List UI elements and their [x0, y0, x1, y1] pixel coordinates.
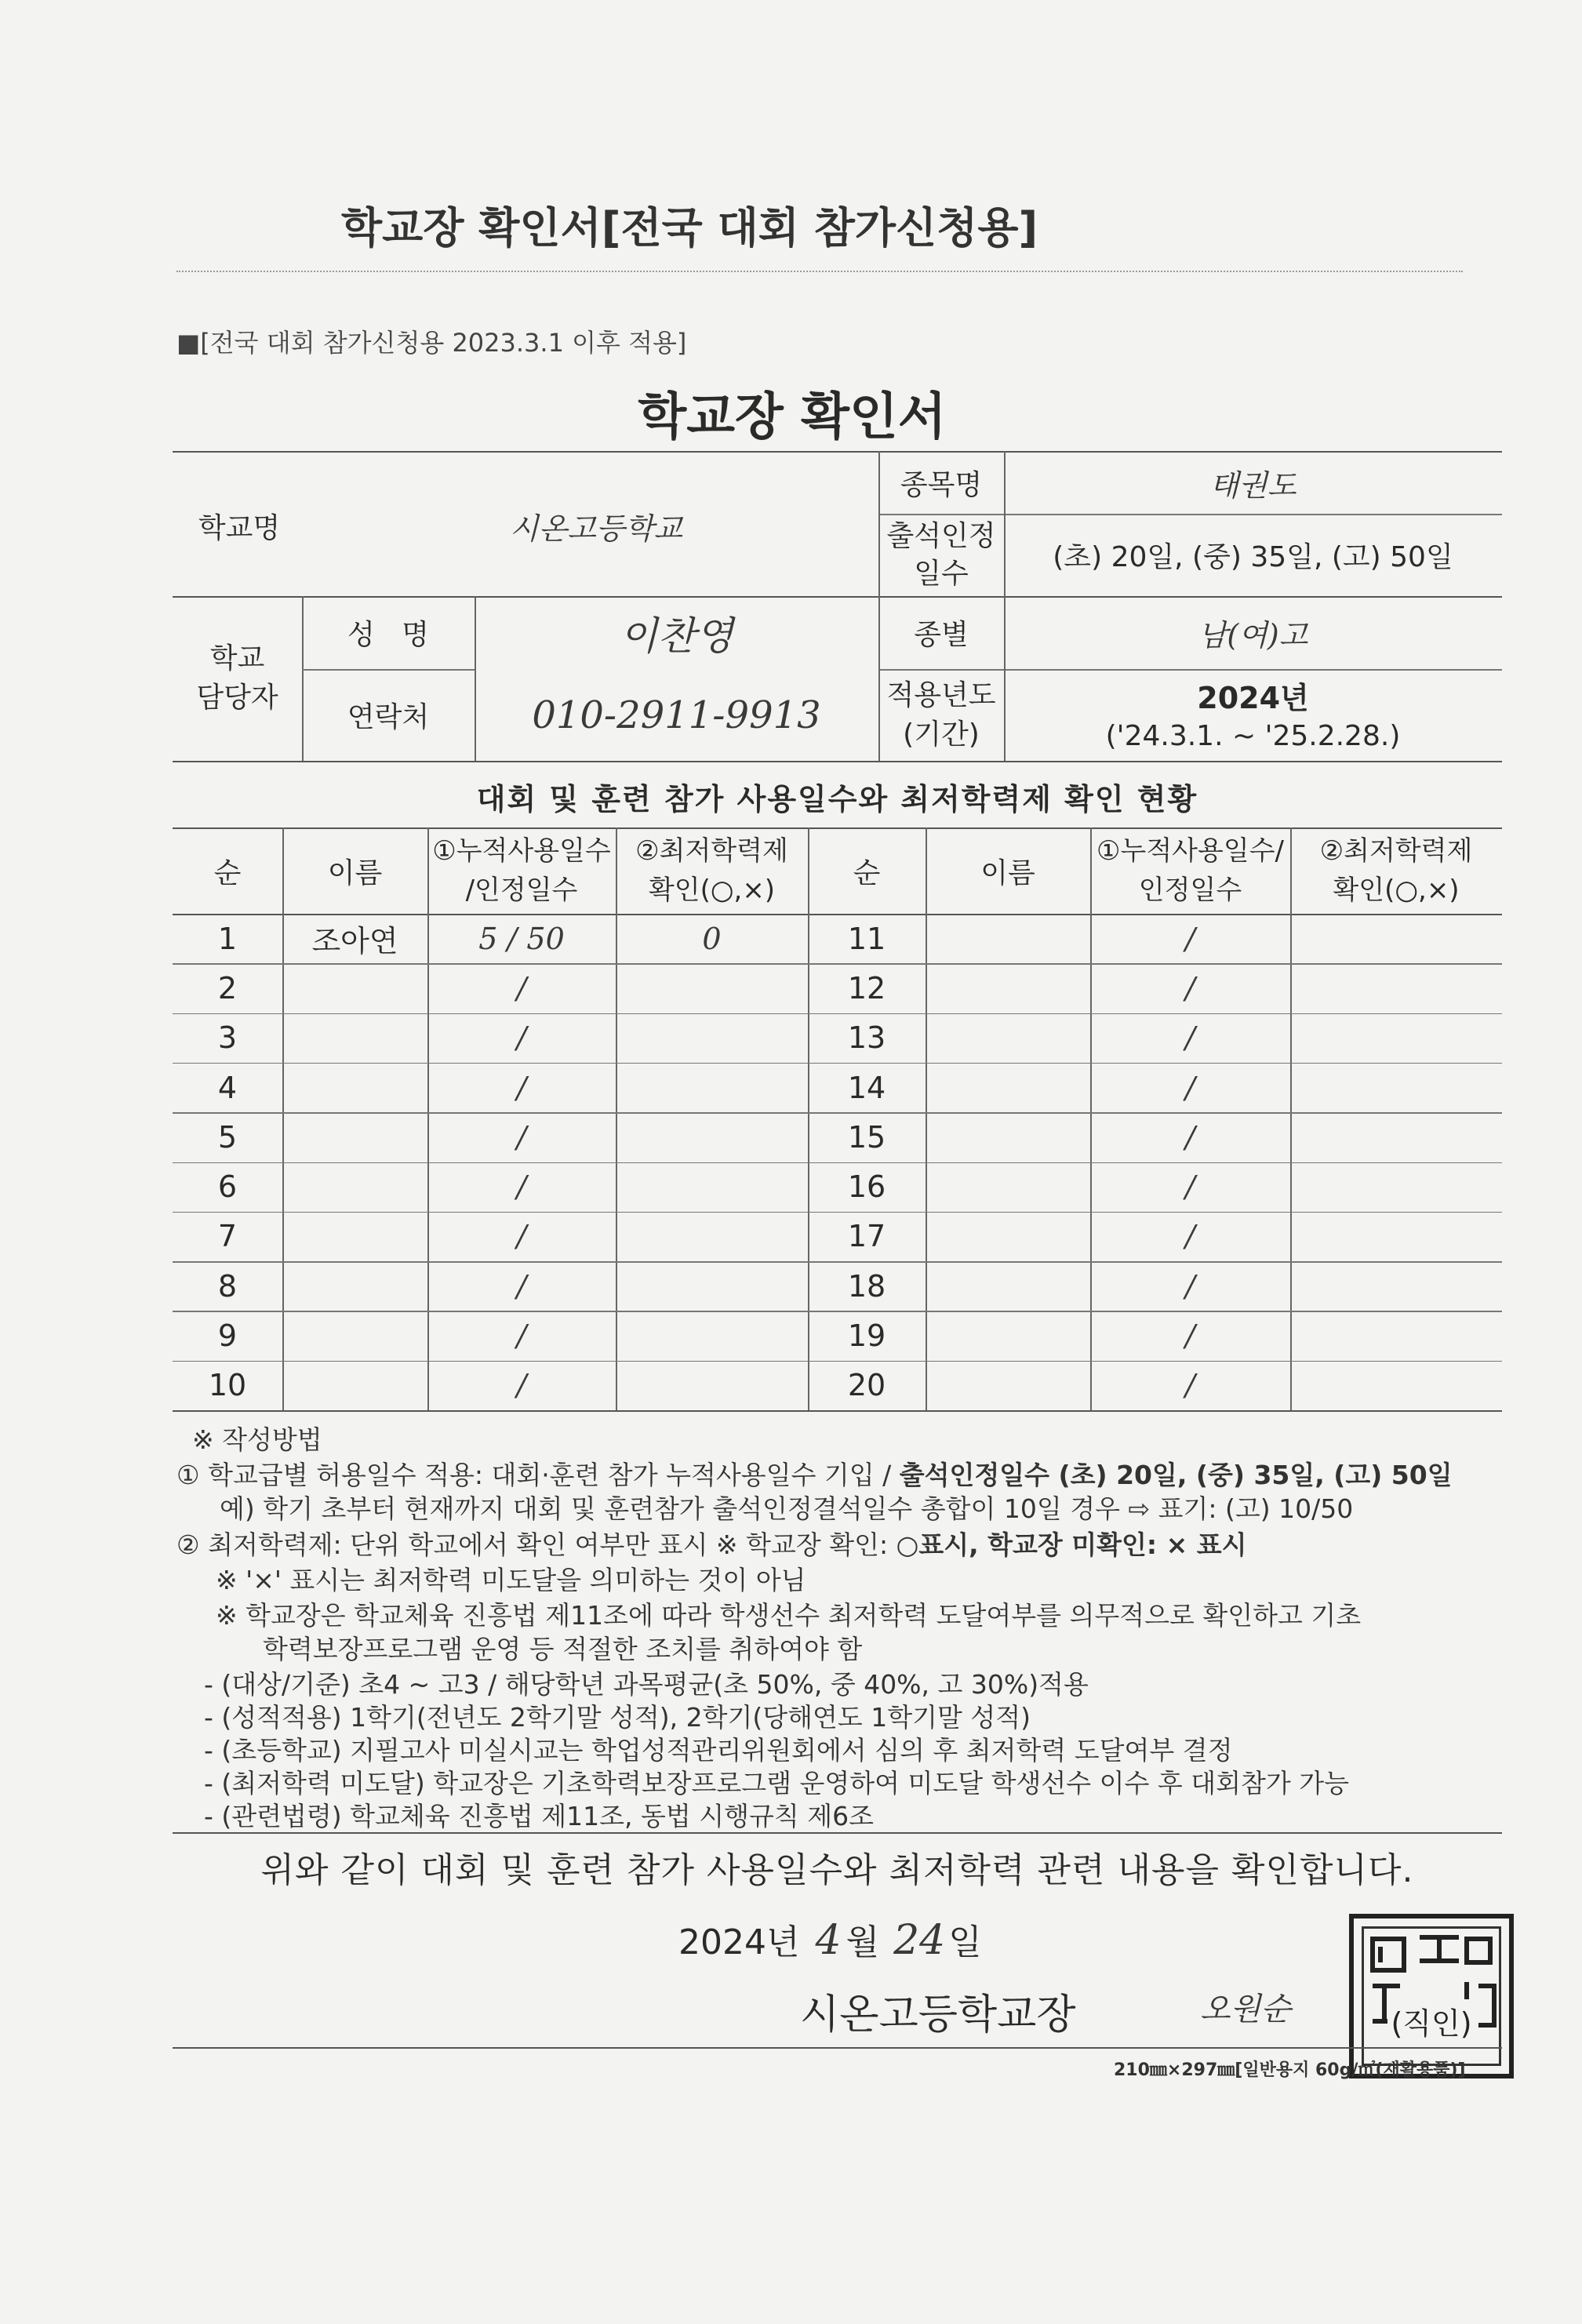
cell-r-check [1290, 1261, 1502, 1311]
attendance-label: 출석인정 일수 [886, 519, 996, 590]
cell-l-name: 조아연 [311, 924, 398, 959]
cell-l-days: / [516, 1268, 527, 1304]
paper-note: 210㎜×297㎜[일반용지 60g/㎡(재활용품)] [1114, 2060, 1466, 2080]
cell-r-name [926, 1311, 1090, 1360]
cell-r-name [926, 1212, 1090, 1261]
cell-r-days: / [1185, 1119, 1195, 1155]
cell-r-no: 12 [847, 970, 886, 1006]
cell-r-no: 17 [847, 1219, 886, 1254]
cell-l-check [616, 1311, 808, 1360]
name-value: 이찬영 [620, 613, 733, 659]
cell-l-name [282, 1361, 427, 1410]
note-6: - (성적적용) 1학기(전년도 2학기말 성적), 2학기(당해연도 1학기말 성적) [204, 1702, 1031, 1733]
cell-l-name [282, 1063, 427, 1112]
cell-r-check [1290, 1013, 1502, 1063]
doc-title: 학교장 확인서 [638, 388, 947, 446]
manager-label: 학교 담당자 [196, 642, 278, 714]
cell-l-no: 3 [217, 1020, 238, 1056]
cell-r-days: / [1185, 1318, 1195, 1354]
year-label: 적용년도 (기간) [886, 678, 996, 751]
cell-l-days: / [516, 1169, 527, 1205]
cell-r-check [1290, 1212, 1502, 1261]
cell-r-no: 19 [847, 1318, 886, 1354]
cell-l-days: 5 / 50 [478, 921, 565, 956]
cell-l-no: 10 [208, 1368, 247, 1403]
year-value: 2024년 [1197, 680, 1309, 715]
note-7: - (초등학교) 지필고사 미실시교는 학업성적관리위원회에서 심의 후 최저학력 도달여부 결정 [204, 1735, 1233, 1766]
cell-r-no: 16 [847, 1169, 886, 1205]
cell-r-no: 15 [847, 1119, 886, 1155]
cell-r-name [926, 1162, 1090, 1212]
cell-r-days: / [1185, 1219, 1195, 1254]
cell-r-check [1290, 1063, 1502, 1112]
note-4b: 학력보장프로그램 운영 등 적절한 조치를 취하여야 함 [263, 1634, 863, 1664]
cell-l-check [616, 963, 808, 1013]
cell-l-check [616, 1112, 808, 1162]
cell-l-no: 2 [217, 970, 238, 1006]
principal-title: 시온고등학교장 [800, 1991, 1076, 2039]
cell-r-days: / [1185, 921, 1195, 956]
cell-l-name [282, 1311, 427, 1360]
cell-l-check [616, 1063, 808, 1112]
note-4: ※ 학교장은 학교체육 진흥법 제11조에 따라 학생선수 최저학력 도달여부를 의무적으로 확인하고 기초 [216, 1600, 1362, 1631]
cell-l-no: 6 [217, 1169, 238, 1205]
gender-label: 종별 [914, 619, 969, 651]
status-table-bottom [173, 1410, 1502, 1412]
cell-r-days: / [1185, 1020, 1195, 1056]
cell-r-days: / [1185, 1169, 1195, 1205]
status-title: 대회 및 훈련 참가 사용일수와 최저학력제 확인 현황 [476, 781, 1198, 816]
col-name-left: 이름 [327, 856, 383, 889]
cell-r-days: / [1185, 970, 1195, 1006]
top-divider [176, 271, 1463, 272]
confirm-text: 위와 같이 대회 및 훈련 참가 사용일수와 최저학력 관련 내용을 확인합니다. [260, 1850, 1414, 1890]
gender-value: 남(여)고 [1198, 618, 1308, 653]
col-check-right: ②최저학력제 확인(○,×) [1319, 835, 1473, 906]
cell-l-no: 7 [217, 1219, 238, 1254]
cell-r-check [1290, 1361, 1502, 1410]
cell-l-no: 1 [217, 921, 238, 956]
cell-l-no: 5 [217, 1119, 238, 1155]
note-1: ① 학교급별 허용일수 적용: 대회·훈련 참가 누적사용일수 기입 / 출석인정일수 (초) 20일, (중) 35일, (고) 50일 [176, 1460, 1453, 1490]
cell-l-days: / [516, 1070, 527, 1105]
cell-r-days: / [1185, 1368, 1195, 1403]
cell-l-days: / [516, 970, 527, 1006]
cell-r-days: / [1185, 1268, 1195, 1304]
cell-r-no: 20 [847, 1368, 886, 1403]
cell-l-days: / [516, 1368, 527, 1403]
note-5: - (대상/기준) 초4 ~ 고3 / 해당학년 과목평균(초 50%, 중 40%, 고 30%)적용 [204, 1669, 1089, 1700]
col-name-right: 이름 [980, 856, 1035, 889]
cell-l-days: / [516, 1318, 527, 1354]
cell-r-name [926, 1361, 1090, 1410]
note-9: - (관련법령) 학교체육 진흥법 제11조, 동법 시행규칙 제6조 [204, 1801, 874, 1831]
cell-l-days: / [516, 1219, 527, 1254]
col-seq-right: 순 [853, 856, 881, 889]
cell-r-name [926, 1013, 1090, 1063]
sport-label: 종목명 [900, 468, 983, 501]
official-seal [1349, 1914, 1514, 2079]
name-label: 성 명 [347, 619, 429, 651]
school-name-value: 시온고등학교 [509, 511, 683, 546]
note-2: ② 최저학력제: 단위 학교에서 확인 여부만 표시 ※ 학교장 확인: ○표시, 학교장 미확인: × 표시 [176, 1529, 1247, 1560]
cell-l-days: / [516, 1119, 527, 1155]
year-period: ('24.3.1. ~ '25.2.28.) [1105, 719, 1401, 752]
cell-r-check [1290, 1162, 1502, 1212]
col-days-right: ①누적사용일수/ 인정일수 [1096, 835, 1284, 906]
cell-r-check [1290, 914, 1502, 963]
cell-r-no: 13 [847, 1020, 886, 1056]
confirm-date: 2024년 4 월 24일 [678, 1917, 982, 1964]
cell-r-no: 14 [847, 1070, 886, 1105]
cell-l-no: 9 [217, 1318, 238, 1354]
cell-l-no: 4 [217, 1070, 238, 1105]
note-8: - (최저학력 미도달) 학교장은 기초학력보장프로그램 운영하여 미도달 학생선수 이수 후 대회참가 가능 [204, 1768, 1350, 1798]
col-days-left: ①누적사용일수 /인정일수 [432, 835, 611, 906]
seal-note: (직인) [1387, 1999, 1475, 2042]
cell-r-no: 18 [847, 1268, 886, 1304]
cell-l-name [282, 1212, 427, 1261]
subtitle-note: ■[전국 대회 참가신청용 2023.3.1 이후 적용] [176, 328, 687, 358]
col-seq-left: 순 [213, 856, 242, 889]
cell-l-check [616, 1261, 808, 1311]
cell-r-check [1290, 1311, 1502, 1360]
contact-value: 010-2911-9913 [532, 693, 821, 737]
cell-l-days: / [516, 1020, 527, 1056]
cell-r-name [926, 1112, 1090, 1162]
sport-value: 태권도 [1209, 467, 1297, 503]
school-name-label: 학교명 [198, 511, 281, 544]
cell-r-name [926, 963, 1090, 1013]
cell-r-name [926, 914, 1090, 963]
top-title: 학교장 확인서[전국 대회 참가신청용] [341, 203, 1038, 253]
cell-l-check [616, 1361, 808, 1410]
note-1-example: 예) 학기 초부터 현재까지 대회 및 훈련참가 출석인정결석일수 총합이 10일 경우 ⇨ 표기: (고) 10/50 [220, 1493, 1354, 1524]
cell-l-check [616, 1212, 808, 1261]
cell-r-check [1290, 1112, 1502, 1162]
attendance-value: (초) 20일, (중) 35일, (고) 50일 [1053, 541, 1453, 573]
cell-r-days: / [1185, 1070, 1195, 1105]
cell-l-name [282, 1261, 427, 1311]
cell-l-no: 8 [217, 1268, 238, 1304]
cell-r-check [1290, 963, 1502, 1013]
cell-r-name [926, 1261, 1090, 1311]
principal-signature: 오원순 [1200, 1991, 1291, 2028]
cell-r-name [926, 1063, 1090, 1112]
note-3: ※ '×' 표시는 최저학력 미도달을 의미하는 것이 아님 [216, 1565, 806, 1595]
col-check-left: ②최저학력제 확인(○,×) [635, 835, 788, 906]
cell-l-name [282, 963, 427, 1013]
cell-r-no: 11 [847, 921, 886, 956]
cell-l-name [282, 1162, 427, 1212]
cell-l-check [616, 1013, 808, 1063]
cell-l-name [282, 1013, 427, 1063]
cell-l-name [282, 1112, 427, 1162]
cell-l-check [616, 1162, 808, 1212]
cell-l-check: 0 [702, 921, 722, 956]
notes-heading: ※ 작성방법 [192, 1424, 322, 1455]
contact-label: 연락처 [347, 701, 430, 733]
